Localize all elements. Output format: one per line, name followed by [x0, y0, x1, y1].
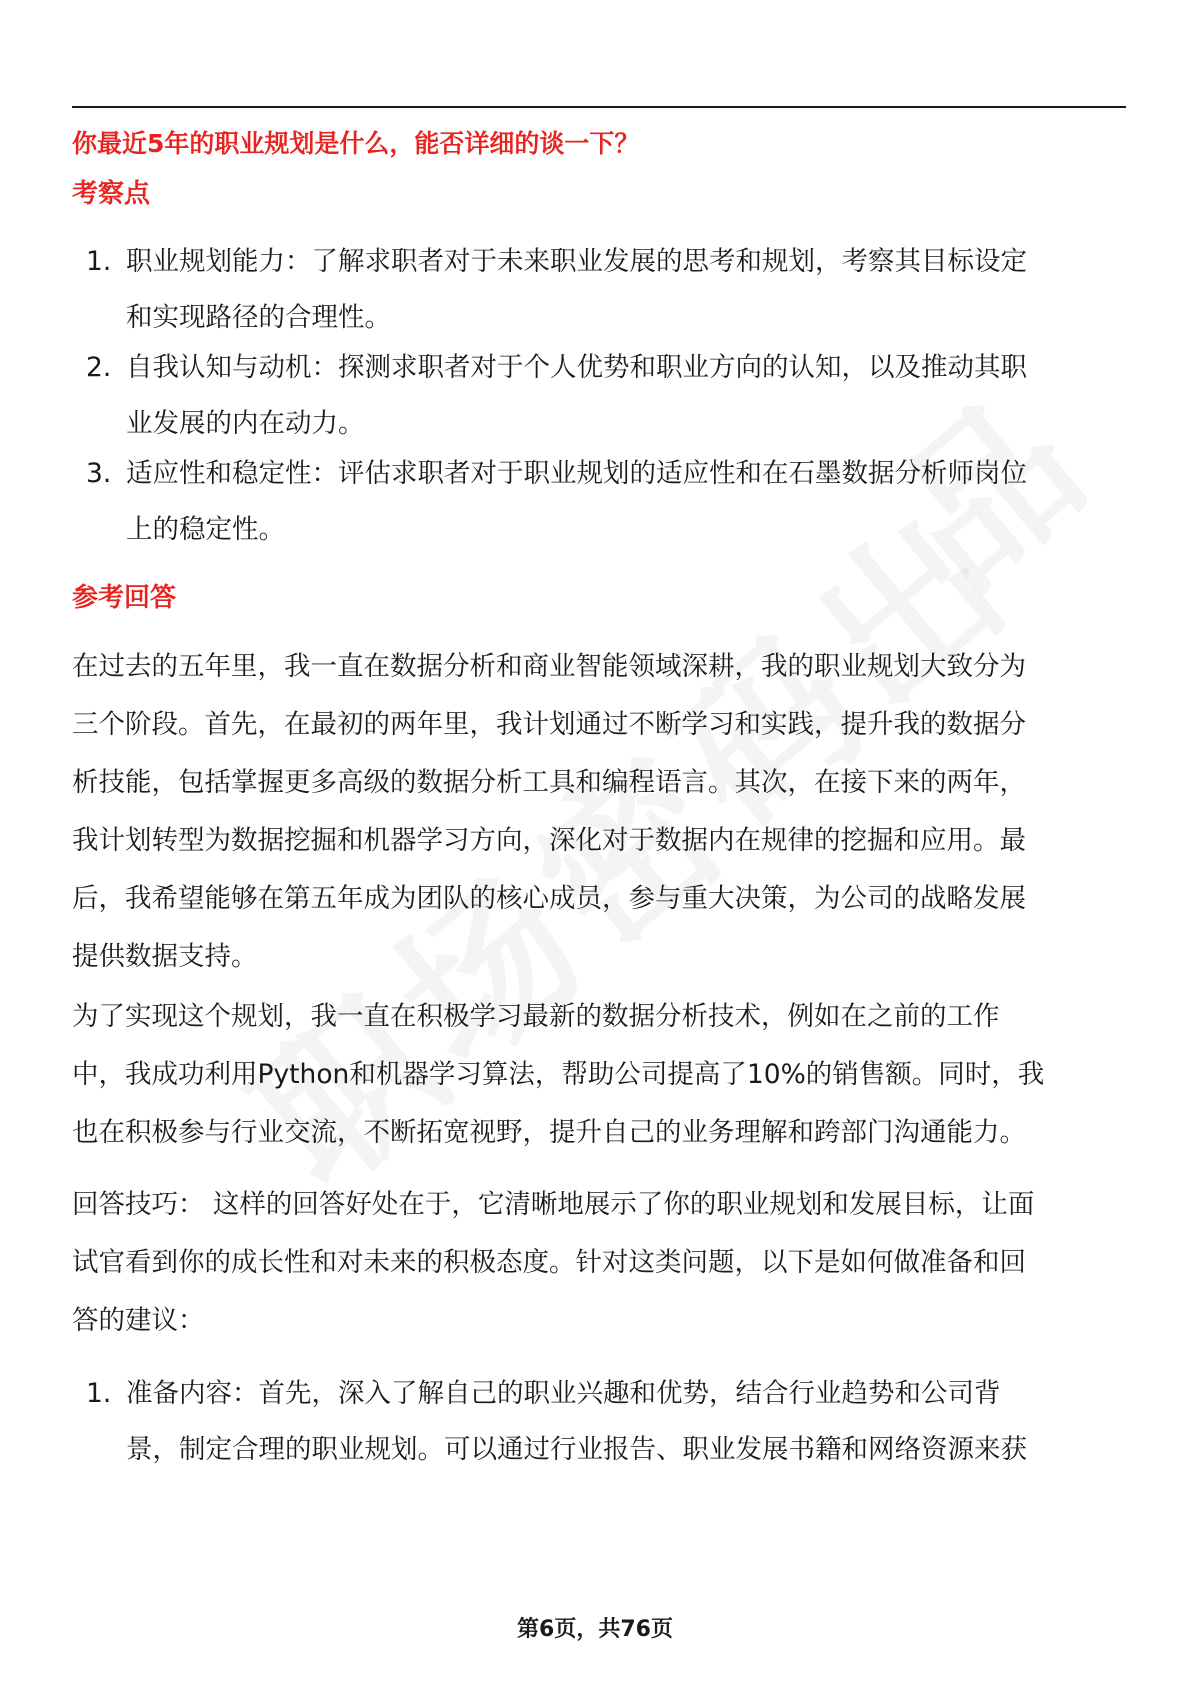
- list-text-line: 适应性和稳定性：评估求职者对于职业规划的适应性和在石墨数据分析师岗位: [126, 458, 1027, 489]
- list-text-line: 职业规划能力：了解求职者对于未来职业发展的思考和规划，考察其目标设定: [126, 246, 1027, 277]
- paragraph-line: 三个阶段。首先，在最初的两年里，我计划通过不断学习和实践，提升我的数据分: [72, 709, 1026, 740]
- reference-heading: 参考回答: [72, 583, 177, 613]
- paragraph-line: 我计划转型为数据挖掘和机器学习方向，深化对于数据内在规律的挖掘和应用。最: [72, 825, 1026, 856]
- paragraph-line: 中，我成功利用Python和机器学习算法，帮助公司提高了10%的销售额。同时，我: [72, 1059, 1045, 1090]
- paragraph-line: 回答技巧： 这样的回答好处在于，它清晰地展示了你的职业规划和发展目标，让面: [72, 1189, 1035, 1220]
- answer-tips-paragraph: [72, 1176, 1126, 1350]
- paragraph-line: 在过去的五年里，我一直在数据分析和商业智能领域深耕，我的职业规划大致分为: [72, 651, 1026, 682]
- paragraph-line: 析技能，包括掌握更多高级的数据分析工具和编程语言。其次，在接下来的两年，: [72, 767, 1026, 798]
- examination-heading: 考察点: [72, 179, 151, 209]
- answer-paragraph: [72, 988, 1126, 1162]
- page-footer: 第6页，共76页: [517, 1617, 673, 1642]
- question-title: 你最近5年的职业规划是什么，能否详细的谈一下？: [72, 129, 640, 158]
- list-number: 2.: [86, 352, 112, 383]
- paragraph-line: 为了实现这个规划，我一直在积极学习最新的数据分析技术，例如在之前的工作: [72, 1001, 1000, 1032]
- list-number: 1.: [86, 1378, 112, 1409]
- paragraph-line: 试官看到你的成长性和对未来的积极态度。针对这类问题，以下是如何做准备和回: [72, 1247, 1026, 1278]
- paragraph-line: 提供数据支持。: [72, 941, 258, 972]
- list-number: 3.: [86, 458, 112, 489]
- list-text-line: 准备内容：首先，深入了解自己的职业兴趣和优势，结合行业趋势和公司背: [126, 1378, 1001, 1409]
- list-text-line: 自我认知与动机：探测求职者对于个人优势和职业方向的认知，以及推动其职: [126, 352, 1027, 383]
- list-text-line: 和实现路径的合理性。: [126, 302, 391, 333]
- answer-paragraph: [72, 638, 1126, 986]
- list-text-line: 景，制定合理的职业规划。可以通过行业报告、职业发展书籍和网络资源来获: [126, 1434, 1027, 1465]
- list-text-line: 上的稳定性。: [126, 514, 285, 545]
- paragraph-line: 也在积极参与行业交流，不断拓宽视野，提升自己的业务理解和跨部门沟通能力。: [72, 1117, 1026, 1148]
- paragraph-line: 后，我希望能够在第五年成为团队的核心成员，参与重大决策，为公司的战略发展: [72, 883, 1026, 914]
- list-number: 1.: [86, 246, 112, 277]
- paragraph-line: 答的建议：: [72, 1305, 205, 1336]
- header-divider: [72, 106, 1126, 108]
- list-text-line: 业发展的内在动力。: [126, 408, 365, 439]
